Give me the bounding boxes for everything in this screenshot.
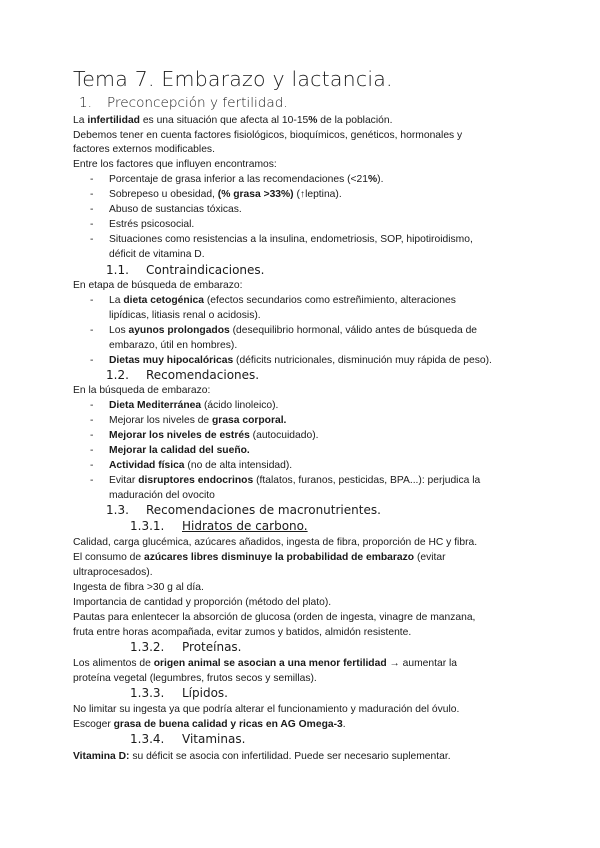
paragraph-line: Los alimentos de origen animal se asocian a una menor fertilidad → aumentar la xyxy=(73,658,458,669)
list-item: Porcentaje de grasa inferior a las recomendaciones (<21%). xyxy=(109,174,384,185)
list-item: Dieta Mediterránea (ácido linoleico). xyxy=(109,400,279,411)
bullet-marker: - xyxy=(90,325,94,336)
list-item: Mejorar los niveles de estrés (autocuidado). xyxy=(109,430,319,441)
bullet-marker: - xyxy=(90,355,94,366)
paragraph-line: No limitar su ingesta ya que podría alterar el funcionamiento y maduración del óvulo. xyxy=(73,704,460,715)
list-item: Situaciones como resistencias a la insulina, endometriosis, SOP, hipotiroidismo, xyxy=(109,234,473,245)
bullet-marker: - xyxy=(90,475,94,486)
subsection-1-3-3-heading: 1.3.3. Lípidos. xyxy=(130,686,228,700)
bullet-marker: - xyxy=(90,189,94,200)
list-item: Actividad física (no de alta intensidad). xyxy=(109,460,293,471)
bullet-marker: - xyxy=(90,234,94,245)
paragraph-line: fruta entre horas acompañada, evitar zumos y batidos, almidón resistente. xyxy=(73,627,412,638)
list-item: Mejorar los niveles de grasa corporal. xyxy=(109,415,287,426)
subsection-1-3-4-heading: 1.3.4. Vitaminas. xyxy=(130,732,246,746)
section-title: Preconcepción y fertilidad. xyxy=(107,95,288,111)
bullet-marker: - xyxy=(90,295,94,306)
list-item-continuation: lipídicas, litiasis renal o acidosis). xyxy=(109,310,261,321)
paragraph-line: Calidad, carga glucémica, azúcares añadidos, ingesta de fibra, proporción de HC y fibra. xyxy=(73,537,478,548)
list-item: Mejorar la calidad del sueño. xyxy=(109,445,250,456)
paragraph-line: proteína vegetal (legumbres, frutos secos y semillas). xyxy=(73,673,317,684)
paragraph-line: En la búsqueda de embarazo: xyxy=(73,385,211,396)
paragraph-line: ultraprocesados). xyxy=(73,567,153,578)
bullet-marker: - xyxy=(90,460,94,471)
list-item: Dietas muy hipocalóricas (déficits nutricionales, disminución muy rápida de peso). xyxy=(109,355,492,366)
document-title: Tema 7. Embarazo y lactancia. xyxy=(73,67,393,91)
subsection-1-3-2-heading: 1.3.2. Proteínas. xyxy=(130,640,242,654)
section-1-heading xyxy=(79,95,288,111)
list-item: Estrés psicosocial. xyxy=(109,219,195,230)
list-item: Sobrepeso u obesidad, (% grasa >33%) (↑leptina). xyxy=(109,189,342,200)
bullet-marker: - xyxy=(90,430,94,441)
section-number: 1. xyxy=(79,95,92,111)
paragraph-line: Vitamina D: su déficit se asocia con infertilidad. Puede ser necesario suplementar. xyxy=(73,751,451,762)
list-item-continuation: déficit de vitamina D. xyxy=(109,249,205,260)
paragraph-line: factores externos modificables. xyxy=(73,144,215,155)
list-item-continuation: embarazo, útil en hombres). xyxy=(109,340,238,351)
bullet-marker: - xyxy=(90,219,94,230)
list-item: Abuso de sustancias tóxicas. xyxy=(109,204,242,215)
paragraph-line: Pautas para enlentecer la absorción de glucosa (orden de ingesta, vinagre de manzana, xyxy=(73,612,476,623)
paragraph-line: Entre los factores que influyen encontramos: xyxy=(73,159,277,170)
bullet-marker: - xyxy=(90,174,94,185)
bullet-marker: - xyxy=(90,204,94,215)
list-item: La dieta cetogénica (efectos secundarios como estreñimiento, alteraciones xyxy=(109,295,456,306)
subsection-1-3-heading: 1.3. Recomendaciones de macronutrientes. xyxy=(106,503,381,517)
paragraph-line: En etapa de búsqueda de embarazo: xyxy=(73,280,243,291)
subsection-1-2-heading: 1.2. Recomendaciones. xyxy=(106,368,260,382)
paragraph-line: La infertilidad es una situación que afecta al 10-15% de la población. xyxy=(73,115,393,126)
list-item: Los ayunos prolongados (desequilibrio hormonal, válido antes de búsqueda de xyxy=(109,325,478,336)
paragraph-line: El consumo de azúcares libres disminuye la probabilidad de embarazo (evitar xyxy=(73,552,446,563)
paragraph-line: Ingesta de fibra >30 g al día. xyxy=(73,582,204,593)
bullet-marker: - xyxy=(90,415,94,426)
bullet-marker: - xyxy=(90,445,94,456)
subsection-1-3-1-heading: 1.3.1. Hidratos de carbono. xyxy=(130,519,308,533)
paragraph-line: Importancia de cantidad y proporción (método del plato). xyxy=(73,597,332,608)
paragraph-line: Debemos tener en cuenta factores fisiológicos, bioquímicos, genéticos, hormonales y xyxy=(73,130,463,141)
subsection-1-1-heading: 1.1. Contraindicaciones. xyxy=(106,263,265,277)
paragraph-line: Escoger grasa de buena calidad y ricas en AG Omega-3. xyxy=(73,719,346,730)
bullet-marker: - xyxy=(90,400,94,411)
list-item: Evitar disruptores endocrinos (ftalatos, furanos, pesticidas, BPA...): perjudica la xyxy=(109,475,481,486)
list-item-continuation: maduración del ovocito xyxy=(109,490,215,501)
